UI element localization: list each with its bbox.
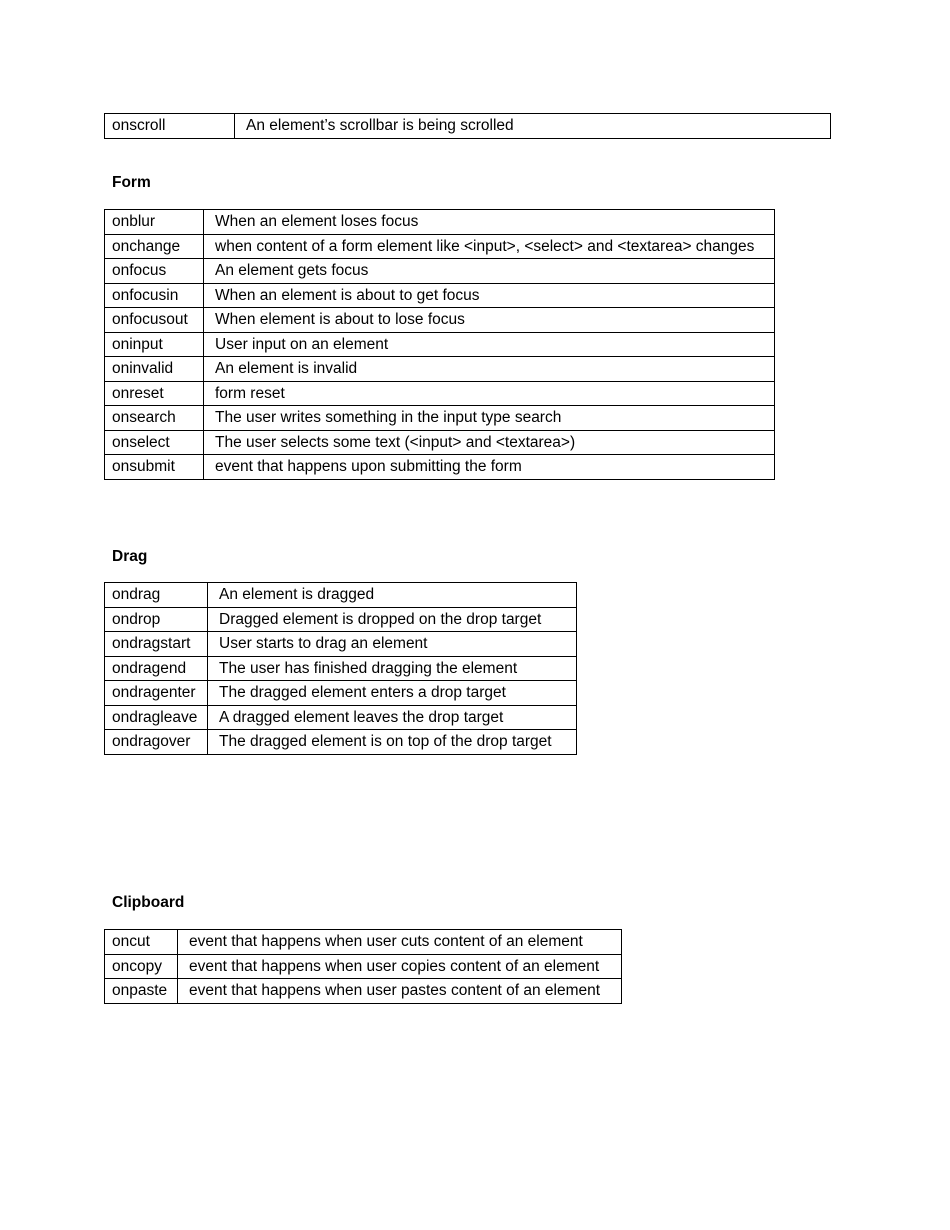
- event-name: oninvalid: [105, 357, 204, 382]
- table-row: [105, 381, 775, 406]
- event-description: The dragged element enters a drop target: [208, 681, 577, 706]
- table-row: [105, 332, 775, 357]
- event-name: onscroll: [105, 114, 235, 139]
- event-description: The user selects some text (<input> and <textarea>): [204, 430, 775, 455]
- event-name: onselect: [105, 430, 204, 455]
- scroll-events-table: [104, 113, 831, 139]
- table-row: [105, 234, 775, 259]
- table-row: [105, 930, 622, 955]
- event-description: Dragged element is dropped on the drop target: [208, 607, 577, 632]
- event-name: onreset: [105, 381, 204, 406]
- event-name: ondragenter: [105, 681, 208, 706]
- table-row: [105, 308, 775, 333]
- event-name: onchange: [105, 234, 204, 259]
- table-row: [105, 954, 622, 979]
- event-name: ondragleave: [105, 705, 208, 730]
- table-row: [105, 430, 775, 455]
- table-row: [105, 656, 577, 681]
- event-description: form reset: [204, 381, 775, 406]
- event-name: onfocusin: [105, 283, 204, 308]
- table-row: [105, 607, 577, 632]
- event-description: event that happens upon submitting the form: [204, 455, 775, 480]
- table-row: [105, 730, 577, 755]
- event-name: ondragover: [105, 730, 208, 755]
- event-name: ondragend: [105, 656, 208, 681]
- event-name: ondragstart: [105, 632, 208, 657]
- event-description: event that happens when user cuts content of an element: [178, 930, 622, 955]
- event-description: When an element loses focus: [204, 210, 775, 235]
- event-name: onsubmit: [105, 455, 204, 480]
- drag-events-table: [104, 582, 577, 755]
- event-description: The dragged element is on top of the drop target: [208, 730, 577, 755]
- table-row: [105, 583, 577, 608]
- event-description: User input on an element: [204, 332, 775, 357]
- event-name: ondrop: [105, 607, 208, 632]
- table-row: [105, 357, 775, 382]
- event-name: onpaste: [105, 979, 178, 1004]
- table-row: [105, 632, 577, 657]
- table-row: [105, 681, 577, 706]
- table-row: [105, 259, 775, 284]
- event-description: An element is dragged: [208, 583, 577, 608]
- event-name: onfocusout: [105, 308, 204, 333]
- table-row: [105, 283, 775, 308]
- event-description: When element is about to lose focus: [204, 308, 775, 333]
- event-description: The user writes something in the input type search: [204, 406, 775, 431]
- clipboard-events-table: [104, 929, 622, 1004]
- table-row: [105, 210, 775, 235]
- table-row: [105, 979, 622, 1004]
- event-name: oncopy: [105, 954, 178, 979]
- event-description: The user has finished dragging the element: [208, 656, 577, 681]
- event-description: when content of a form element like <input>, <select> and <textarea> changes: [204, 234, 775, 259]
- event-name: oncut: [105, 930, 178, 955]
- event-name: onfocus: [105, 259, 204, 284]
- event-description: When an element is about to get focus: [204, 283, 775, 308]
- table-row: [105, 705, 577, 730]
- event-description: An element is invalid: [204, 357, 775, 382]
- table-row: [105, 406, 775, 431]
- section-heading-form: Form: [112, 174, 151, 191]
- event-name: oninput: [105, 332, 204, 357]
- event-description: event that happens when user copies content of an element: [178, 954, 622, 979]
- table-row: [105, 114, 831, 139]
- event-description: An element gets focus: [204, 259, 775, 284]
- table-row: [105, 455, 775, 480]
- event-name: onsearch: [105, 406, 204, 431]
- event-description: event that happens when user pastes content of an element: [178, 979, 622, 1004]
- event-description: A dragged element leaves the drop target: [208, 705, 577, 730]
- section-heading-clipboard: Clipboard: [112, 894, 185, 911]
- section-heading-drag: Drag: [112, 548, 148, 565]
- event-description: An element’s scrollbar is being scrolled: [235, 114, 831, 139]
- event-name: ondrag: [105, 583, 208, 608]
- form-events-table: [104, 209, 775, 480]
- event-name: onblur: [105, 210, 204, 235]
- event-description: User starts to drag an element: [208, 632, 577, 657]
